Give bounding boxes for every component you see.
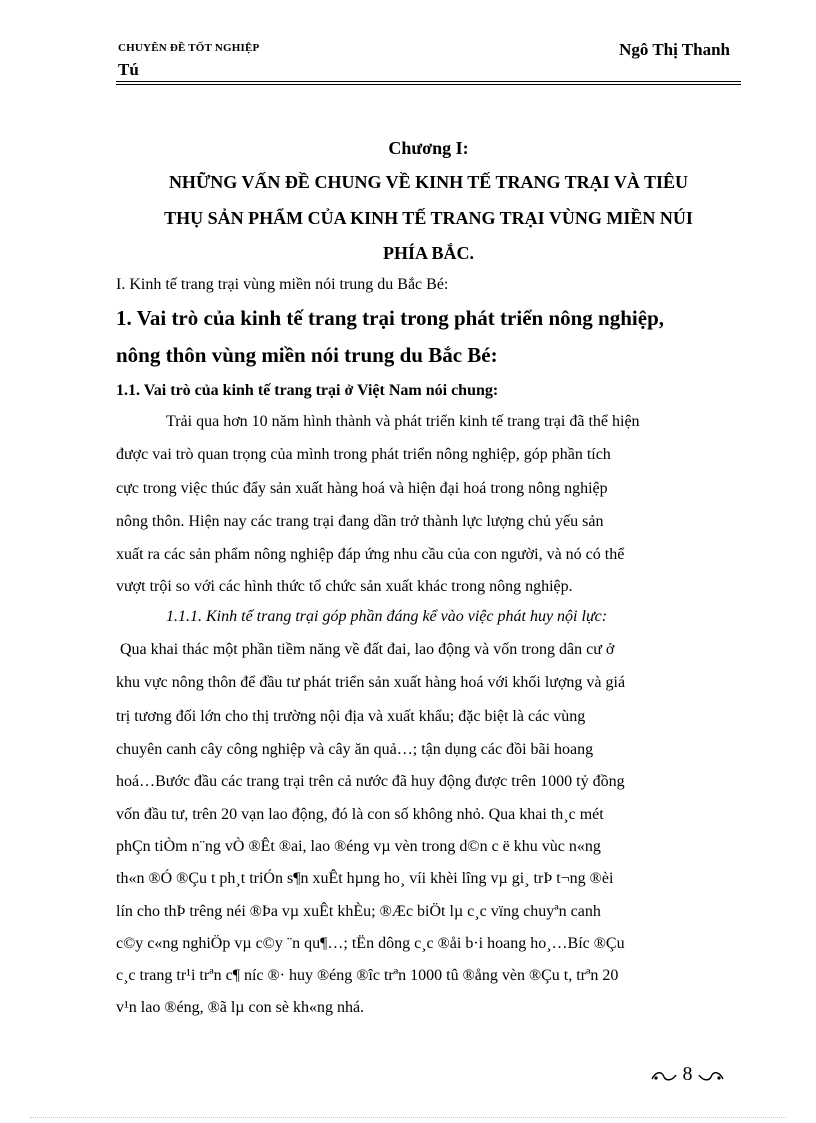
paragraph-line: th«n ®Ó ®Çu t ph¸t triÓn s¶n xuÊt hµng ho¸ víi khèi lîng vµ gi¸ trÞ t¬ng ®èi xyxy=(116,870,614,887)
subheading: 1.1.1. Kinh tế trang trại góp phần đáng kể vào việc phát huy nội lực: xyxy=(166,608,608,625)
paragraph-line: xuất ra các sản phẩm nông nghiệp đáp ứng nhu cầu của con người, và nó có thể xyxy=(116,546,625,563)
header-rule-double xyxy=(116,84,741,85)
paragraph-line: trị tương đối lớn cho thị trường nội địa và xuất khẩu; đặc biệt là các vùng xyxy=(116,708,586,725)
header-author: Ngô Thị Thanh xyxy=(619,40,730,59)
chapter-title-line: THỤ SẢN PHẨM CỦA KINH TẾ TRANG TRẠI VÙNG MIỀN NÚI xyxy=(164,208,693,228)
paragraph-line: c¸c trang tr¹i trªn c¶ níc ®· huy ®éng ®îc trªn 1000 tû ®ång vèn ®Çu t, trªn 20 xyxy=(116,967,619,984)
chapter-label: Chương I: xyxy=(388,138,469,158)
paragraph-line: vốn đầu tư, trên 20 vạn lao động, đó là con số không nhỏ. Qua khai th¸c mét xyxy=(116,806,604,823)
heading-2: 1.1. Vai trò của kinh tế trang trại ở Việt Nam nói chung: xyxy=(116,382,499,399)
page-footer xyxy=(650,1063,725,1086)
paragraph-line: khu vực nông thôn để đầu tư phát triển sản xuất hàng hoá với khối lượng và giá xyxy=(116,674,626,691)
flourish-right-icon xyxy=(697,1069,725,1083)
page-number: 8 xyxy=(682,1063,693,1085)
chapter-title-line: PHÍA BẮC. xyxy=(382,243,474,263)
page-bottom-border xyxy=(30,1117,786,1118)
section-heading: I. Kinh tế trang trại vùng miền nói trung du Bắc Bé: xyxy=(116,276,449,293)
header-subject: CHUYÊN ĐỀ TỐT NGHIỆP xyxy=(118,42,260,54)
heading-1-line: nông thôn vùng miền nói trung du Bắc Bé: xyxy=(116,343,498,367)
paragraph-line: nông thôn. Hiện nay các trang trại đang dần trở thành lực lượng chủ yếu sản xyxy=(116,513,604,530)
paragraph-line: Trải qua hơn 10 năm hình thành và phát triển kinh tế trang trại đã thể hiện xyxy=(166,413,640,430)
heading-1-line: 1. Vai trò của kinh tế trang trại trong phát triển nông nghiệp, xyxy=(116,306,664,330)
paragraph-line: chuyên canh cây công nghiệp và cây ăn quả…; tận dụng các đồi bãi hoang xyxy=(116,741,594,758)
header-author-continued: Tú xyxy=(118,60,139,79)
chapter-title-line: NHỮNG VẤN ĐỀ CHUNG VỀ KINH TẾ TRANG TRẠI VÀ TIÊU xyxy=(168,172,689,192)
paragraph-line: phÇn tiÒm n¨ng vÒ ®Êt ®ai, lao ®éng vµ vèn trong d©n c ë khu vùc n«ng xyxy=(116,838,601,855)
paragraph-line: v¹n lao ®éng, ®ã lµ con sè kh«ng nhá. xyxy=(116,999,365,1016)
paragraph-line: cực trong việc thúc đẩy sản xuất hàng hoá và hiện đại hoá trong nông nghiệp xyxy=(116,480,608,497)
paragraph-line: hoá…Bước đầu các trang trại trên cả nước đã huy động được trên 1000 tỷ đồng xyxy=(116,773,625,790)
paragraph-line: vượt trội so với các hình thức tổ chức sản xuất khác trong nông nghiệp. xyxy=(116,578,573,595)
paragraph-line: lín cho thÞ trêng néi ®Þa vµ xuÊt khÈu; ®Æc biÖt lµ c¸c vïng chuyªn canh xyxy=(116,903,601,920)
paragraph-line: được vai trò quan trọng của mình trong phát triển nông nghiệp, góp phần tích xyxy=(116,446,611,463)
paragraph-line: Qua khai thác một phần tiềm năng về đất đai, lao động và vốn trong dân cư ở xyxy=(120,641,615,658)
paragraph-line: c©y c«ng nghiÖp vµ c©y ¨n qu¶…; tËn dông c¸c ®åi b·i hoang ho¸…Bíc ®Çu xyxy=(116,935,625,952)
flourish-left-icon xyxy=(650,1069,678,1083)
header-rule xyxy=(116,81,741,82)
